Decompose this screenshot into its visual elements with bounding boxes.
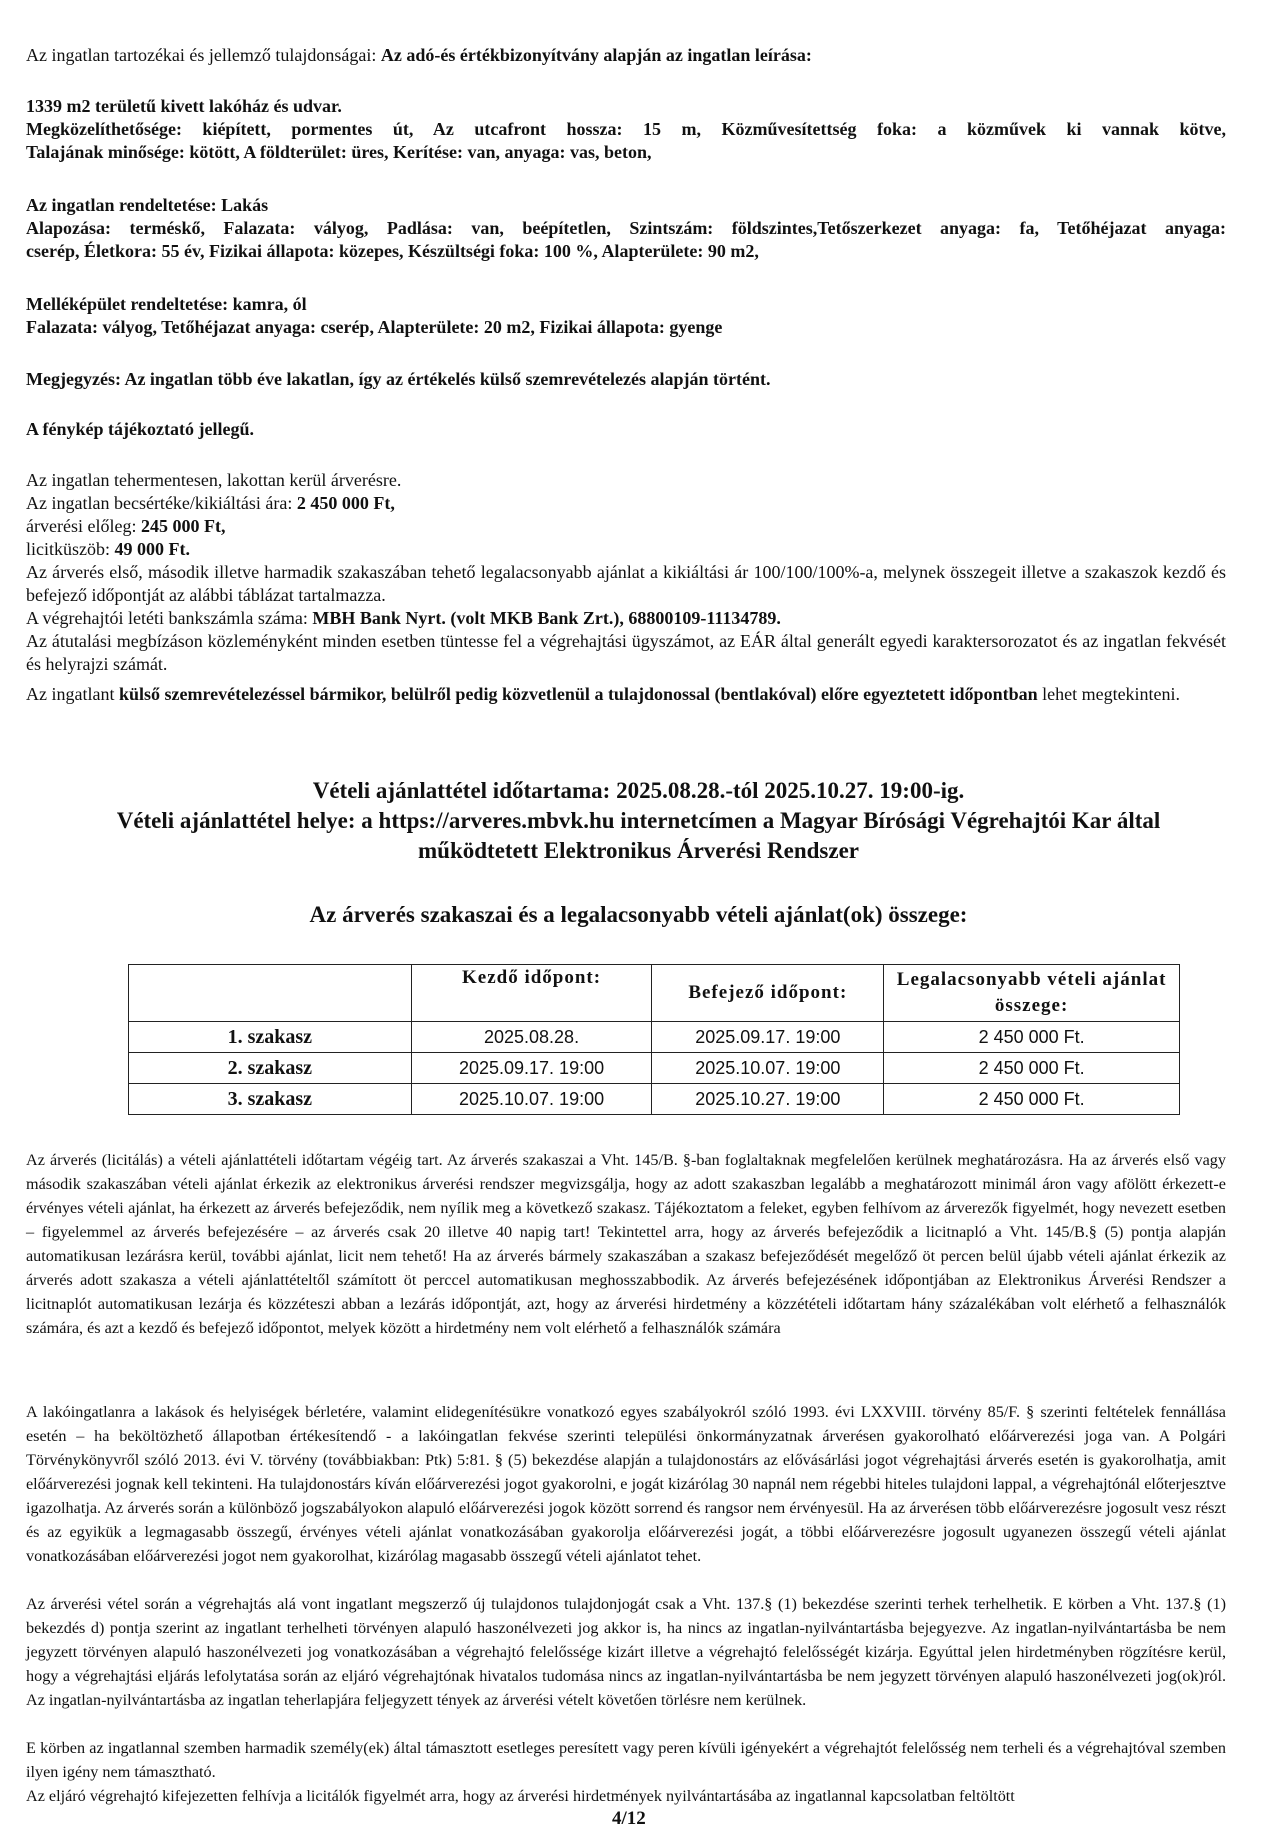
price-line xyxy=(26,492,1226,515)
table-header-end: Befejező időpont: xyxy=(652,965,884,1022)
foundation-line-1: Alapozása: terméskő, Falazata: vályog, Padlása: van, beépítetlen, Szintszám: földszintes,Tetőszerkezet anyaga: fa, Tetőhéjazat anyaga: xyxy=(26,218,1226,238)
step-label: licitküszöb: xyxy=(26,539,110,559)
start-cell: 2025.09.17. 19:00 xyxy=(411,1053,652,1084)
auction-stages-table xyxy=(128,964,1180,1115)
stage-cell: 1. szakasz xyxy=(129,1022,412,1053)
purpose-line: Az ingatlan rendeltetése: Lakás xyxy=(26,195,269,215)
offer-period-heading: Vételi ajánlattétel időtartama: 2025.08.28.-tól 2025.10.27. 19:00-ig. xyxy=(312,778,965,803)
access-line-2: Talajának minősége: kötött, A földterület: üres, Kerítése: van, anyaga: vas, beton, xyxy=(26,142,652,162)
table-header-start: Kezdő időpont: xyxy=(411,965,652,1022)
start-cell: 2025.08.28. xyxy=(411,1022,652,1053)
table-header-row xyxy=(129,965,1180,1022)
bank-label: A végrehajtói letéti bankszámla száma: xyxy=(26,608,308,628)
photo-note: A fénykép tájékoztató jellegű. xyxy=(26,419,254,439)
deposit-label: árverési előleg: xyxy=(26,516,137,536)
offer-place-heading-2: működtetett Elektronikus Árverési Rendszer xyxy=(418,838,859,863)
outbuilding-detail: Falazata: vályog, Tetőhéjazat anyaga: cserép, Alapterülete: 20 m2, Fizikai állapota: gyenge xyxy=(26,317,723,337)
amount-cell: 2 450 000 Ft. xyxy=(884,1053,1180,1084)
access-line-1: Megközelíthetősége: kiépített, pormentes út, Az utcafront hossza: 15 m, Közművesítettség foka: a közművek ki vannak kötve, xyxy=(26,119,1226,139)
note-line: Megjegyzés: Az ingatlan több éve lakatlan, így az értékelés külső szemrevételezés alapján történt. xyxy=(26,369,771,389)
step-value: 49 000 Ft. xyxy=(114,539,190,559)
legal-paragraph-5: Az eljáró végrehajtó kifejezetten felhívja a licitálók figyelmét arra, hogy az árverési hirdetmények nyilvántartásába az ingatlannal kapcsolatban feltöltött xyxy=(26,1787,1015,1805)
end-cell: 2025.10.27. 19:00 xyxy=(652,1084,884,1115)
offer-place-heading-1: Vételi ajánlattétel helye: a https://arveres.mbvk.hu internetcímen a Magyar Bírósági Végrehajtói Kar által xyxy=(116,808,1161,833)
amount-cell: 2 450 000 Ft. xyxy=(884,1022,1180,1053)
table-row xyxy=(129,1022,1180,1053)
viewing-paragraph xyxy=(26,683,1226,706)
legal-paragraph-1: Az árverés (licitálás) a vételi ajánlattételi időtartam végéig tart. Az árverés szakaszai a Vht. 145/B. §-ban foglaltaknak megfelelően kerülnek meghatározásra. Ha az árverés első vagy második szakaszában vételi ajánlat érkezik az elektronikus árverési rendszer megvizsgálja, hogy az adott szakaszban legalább a meghatározott minimál áron vagy afölött érkezett-e érvényes vételi ajánlat, ha érkezett az árverés befejeződik, nem nyílik meg a következő szakasz. Tájékoztatom a feleket, egyben felhívom az árverezők figyelmét, hogy nevezett esetben – figyelemmel az árverés befejezésére – az árverés csak 20 illetve 40 napig tart! Tekintettel arra, hogy az árverés befejeződik a licitnapló a Vht. 145/B.§ (5) pontja alapján automatikusan lezárásra kerül, további ajánlat, licit nem tehető! Ha az árverés bármely szakaszában a szakasz befejeződését megelőző öt percen belül újabb vételi ajánlat érkezik az árverés adott szakasza a vételi ajánlattételtől számított öt perccel automatikusan meghosszabbodik. Az árverés befejezésének időpontjában az Elektronikus Árverési Rendszer a licitnaplót automatikusan lezárja és közzéteszi abban a lezárás időpontját, azt, hogy az árverési hirdetmény a közzétételi időtartam hány százalékában volt elérhető a felhasználók számára, és azt a kezdő és befejező időpontot, melyek között a hirdetmény nem volt elérhető a felhasználók számára xyxy=(26,1151,1226,1337)
legal-paragraph-3: Az árverési vétel során a végrehajtás alá vont ingatlant megszerző új tulajdonos tulajdonjogát csak a Vht. 137.§ (1) bekezdése szerinti terhek terhelhetik. E körben a Vht. 137.§ (1) bekezdés d) pontja szerint az ingatlant terhelheti törvényen alapuló haszonélvezeti jog akkor is, ha nincs az ingatlan-nyilvántartásba bejegyezve. Az ingatlan-nyilvántartásba be nem jegyzett törvényen alapuló haszonélvezeti jog vonatkozásában a végrehajtó felelőssége kizárt illetve a végrehajtó felelősségét kizárja. Egyúttal jelen hirdetményben rögzítésre kerül, hogy a végrehajtási eljárás lefolytatása során az eljáró végrehajtónak hivatalos tudomása nincs az ingatlan-nyilvántartásba be nem jegyzett törvényen alapuló haszonélvezeti jog(ok)ról. Az ingatlan-nyilvántartásba az ingatlan teherlapjára feljegyzett tények az árverési vételt követően törlésre nem kerülnek. xyxy=(26,1595,1226,1709)
start-cell: 2025.10.07. 19:00 xyxy=(411,1084,652,1115)
page-number: 4/12 xyxy=(612,1808,646,1829)
stage-cell: 3. szakasz xyxy=(129,1084,412,1115)
table-row xyxy=(129,1084,1180,1115)
area-line: 1339 m2 területű kivett lakóház és udvar. xyxy=(26,96,342,116)
lowest-offer-paragraph: Az árverés első, második illetve harmadik szakaszában tehető legalacsonyabb ajánlat a kikiáltási ár 100/100/100%-a, melynek összegeit illetve a szakaszok kezdő és befejező időpontját az alábbi táblázat tartalmazza. xyxy=(26,562,1226,605)
outbuilding-line: Melléképület rendeltetése: kamra, ól xyxy=(26,294,307,314)
stages-title: Az árverés szakaszai és a legalacsonyabb vételi ajánlat(ok) összege: xyxy=(309,902,968,927)
table-row xyxy=(129,1053,1180,1084)
viewing-bold: külső szemrevételezéssel bármikor, belülről pedig közvetlenül a tulajdonossal (bentlakóval) előre egyeztetett időpontban xyxy=(118,684,1038,704)
viewing-post: lehet megtekinteni. xyxy=(1042,684,1181,704)
status-line: Az ingatlan tehermentesen, lakottan kerül árverésre. xyxy=(26,470,402,490)
price-value: 2 450 000 Ft, xyxy=(296,493,395,513)
accessories-value: Az adó-és értékbizonyítvány alapján az ingatlan leírása: xyxy=(380,45,812,65)
bank-line xyxy=(26,607,1226,630)
deposit-line xyxy=(26,515,1226,538)
accessories-label: Az ingatlan tartozékai és jellemző tulajdonságai: xyxy=(26,45,377,65)
foundation-line-2: cserép, Életkora: 55 év, Fizikai állapota: közepes, Készültségi foka: 100 %, Alapterülete: 90 m2, xyxy=(26,241,759,261)
stage-cell: 2. szakasz xyxy=(129,1053,412,1084)
table-header-amount: Legalacsonyabb vételi ajánlat összege: xyxy=(884,965,1180,1022)
table-header-empty xyxy=(129,965,412,1022)
accessories-line xyxy=(26,44,1226,67)
legal-paragraph-2: A lakóingatlanra a lakások és helyiségek bérletére, valamint elidegenítésükre vonatkozó egyes szabályokról szóló 1993. évi LXXVIII. törvény 85/F. § szerinti feltételek fennállása esetén – ha beköltözhető állapotban értékesítendő - a lakóingatlan fekvése szerinti települési önkormányzatnak árverésen gyakorolható előárverezési joga van. A Polgári Törvénykönyvről szóló 2013. évi V. törvény (továbbiakban: Ptk) 5:81. § (5) bekezdése alapján a tulajdonostárs az elővásárlási jogot végrehajtási árverés esetén is gyakorolhatja, amit előárverezési jognak kell tekinteni. Ha tulajdonostárs kíván előárverezési jogot gyakorolni, e jogát kizárólag 30 napnál nem régebbi hiteles tulajdoni lappal, a végrehajtónál előterjesztve igazolhatja. Az árverés során a különböző jogszabályokon alapuló előárverezési jogok között sorrend és rangsor nem érvényesül. Ha az árverésen több előárverezésre jogosult vesz részt és az egyikük a legmagasabb összegű, érvényes vételi ajánlat vonatkozásában gyakorolja előárverezési jogát, a többi előárverezésre jogosult ugyanezen összegű vételi ajánlat vonatkozásában előárverezési jogot nem gyakorolhat, kizárólag magasabb összegű vételi ajánlatot tehet. xyxy=(26,1403,1226,1565)
amount-cell: 2 450 000 Ft. xyxy=(884,1084,1180,1115)
legal-paragraph-4: E körben az ingatlannal szemben harmadik személy(ek) által támasztott esetleges peresített vagy peren kívüli igényekért a végrehajtót felelősség nem terheli és a végrehajtóval szemben ilyen igény nem támasztható. xyxy=(26,1739,1226,1781)
price-label: Az ingatlan becsértéke/kikiáltási ára: xyxy=(26,493,293,513)
end-cell: 2025.10.07. 19:00 xyxy=(652,1053,884,1084)
step-line xyxy=(26,538,1226,561)
viewing-pre: Az ingatlant xyxy=(26,684,115,704)
transfer-paragraph: Az átutalási megbízáson közleményként minden esetben tüntesse fel a végrehajtási ügyszámot, az EÁR által generált egyedi karaktersorozatot és az ingatlan fekvését és helyrajzi számát. xyxy=(26,631,1226,674)
bank-value: MBH Bank Nyrt. (volt MKB Bank Zrt.), 68800109-11134789. xyxy=(312,608,781,628)
deposit-value: 245 000 Ft, xyxy=(140,516,226,536)
end-cell: 2025.09.17. 19:00 xyxy=(652,1022,884,1053)
